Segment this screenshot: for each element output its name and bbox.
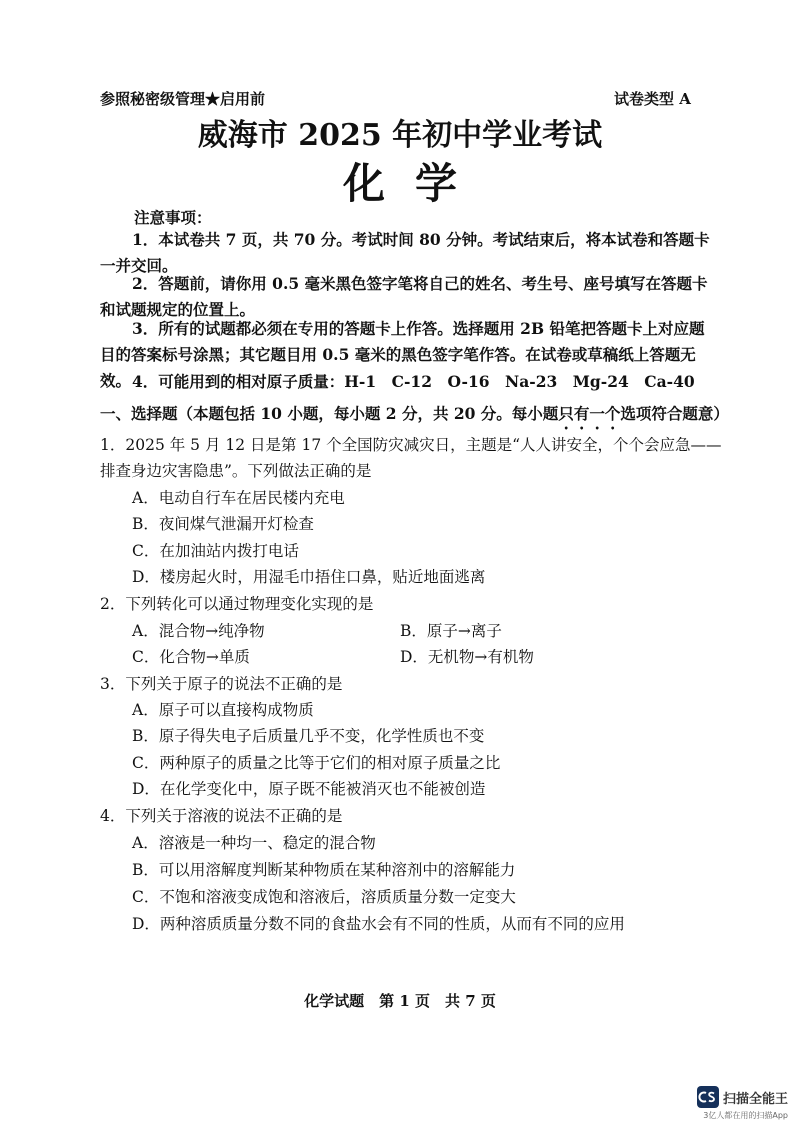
scanner-brand-name: 扫描全能王 (722, 1091, 788, 1107)
note-item-2: 2．答题前，请你用 0.5 毫米黑色签字笔将自己的姓名、考生号、座号填写在答题卡和试题规定的位置上。 (100, 274, 708, 319)
note-item-1: 1．本试卷共 7 页，共 70 分。考试时间 80 分钟。考试结束后，将本试卷和答题卡一并交回。 (100, 230, 710, 275)
question-2-option-a: A．混合物→纯净物 (132, 622, 265, 640)
question-1-stem-line1: 1．2025 年 5 月 12 日是第 17 个全国防灾减灾日，主题是“人人讲安全，个个会应急—— (100, 436, 722, 454)
question-1-option-a: A．电动自行车在居民楼内充电 (132, 489, 345, 507)
question-2-stem: 2．下列转化可以通过物理变化实现的是 (100, 595, 374, 613)
question-4-option-a: A．溶液是一种均一、稳定的混合物 (132, 834, 376, 852)
confidentiality-label: 参照秘密级管理★启用前 (100, 90, 266, 108)
paper-type-label: 试卷类型 A (614, 90, 691, 108)
question-1-option-d: D．楼房起火时，用湿毛巾捂住口鼻，贴近地面逃离 (132, 568, 486, 586)
question-4-option-d: D．两种溶质质量分数不同的食盐水会有不同的性质，从而有不同的应用 (132, 915, 625, 933)
section-heading-tail: 选项符合题意） (620, 404, 729, 423)
question-1-option-b: B．夜间煤气泄漏开灯检查 (132, 515, 314, 533)
scanner-logo-icon (697, 1086, 719, 1108)
question-2-option-b: B．原子→离子 (400, 622, 502, 640)
question-1-stem-line2: 排查身边灾害隐患”。下列做法正确的是 (100, 462, 372, 480)
note-item-3: 3．所有的试题都必须在专用的答题卡上作答。选择题用 2B 铅笔把答题卡上对应题目的答案标号涂黑；其它题目用 0.5 毫米的黑色签字笔作答。在试卷或草稿纸上答题无效。 (100, 319, 705, 390)
question-3-stem: 3．下列关于原子的说法不正确的是 (100, 675, 343, 693)
scanner-logo-mark (697, 1086, 719, 1108)
notes-heading: 注意事项： (134, 208, 212, 227)
question-3-option-a: A．原子可以直接构成物质 (132, 701, 314, 719)
question-4-option-c: C．不饱和溶液变成饱和溶液后，溶质质量分数一定变大 (132, 888, 516, 906)
question-3-option-b: B．原子得失电子后质量几乎不变，化学性质也不变 (132, 727, 485, 745)
page-footer: 化学试题 第 1 页 共 7 页 (304, 992, 496, 1010)
note-item-4: 4．可能用到的相对原子质量：H-1 C-12 O-16 Na-23 Mg-24 Ca-40 (132, 372, 695, 391)
question-1-option-c: C．在加油站内拨打电话 (132, 542, 299, 560)
section-heading (100, 402, 729, 433)
question-4-option-b: B．可以用溶解度判断某种物质在某种溶剂中的溶解能力 (132, 861, 516, 879)
section-heading-lead: 一、选择题（本题包括 10 小题，每小题 2 分，共 20 分。每小题 (100, 404, 559, 423)
question-2-option-c: C．化合物→单质 (132, 648, 250, 666)
exam-title: 威海市 2025 年初中学业考试 (197, 118, 603, 153)
question-2-option-d: D．无机物→有机物 (400, 648, 534, 666)
question-4-stem: 4．下列关于溶液的说法不正确的是 (100, 807, 343, 825)
question-3-option-d: D．在化学变化中，原子既不能被消灭也不能被创造 (132, 780, 486, 798)
subject-title: 化学 (342, 159, 487, 208)
question-3-option-c: C．两种原子的质量之比等于它们的相对原子质量之比 (132, 754, 501, 772)
section-heading-emphasis: 只有一个 (558, 404, 621, 423)
scanner-tagline: 3亿人都在用的扫描App (703, 1111, 788, 1120)
scanner-watermark (697, 1086, 788, 1108)
